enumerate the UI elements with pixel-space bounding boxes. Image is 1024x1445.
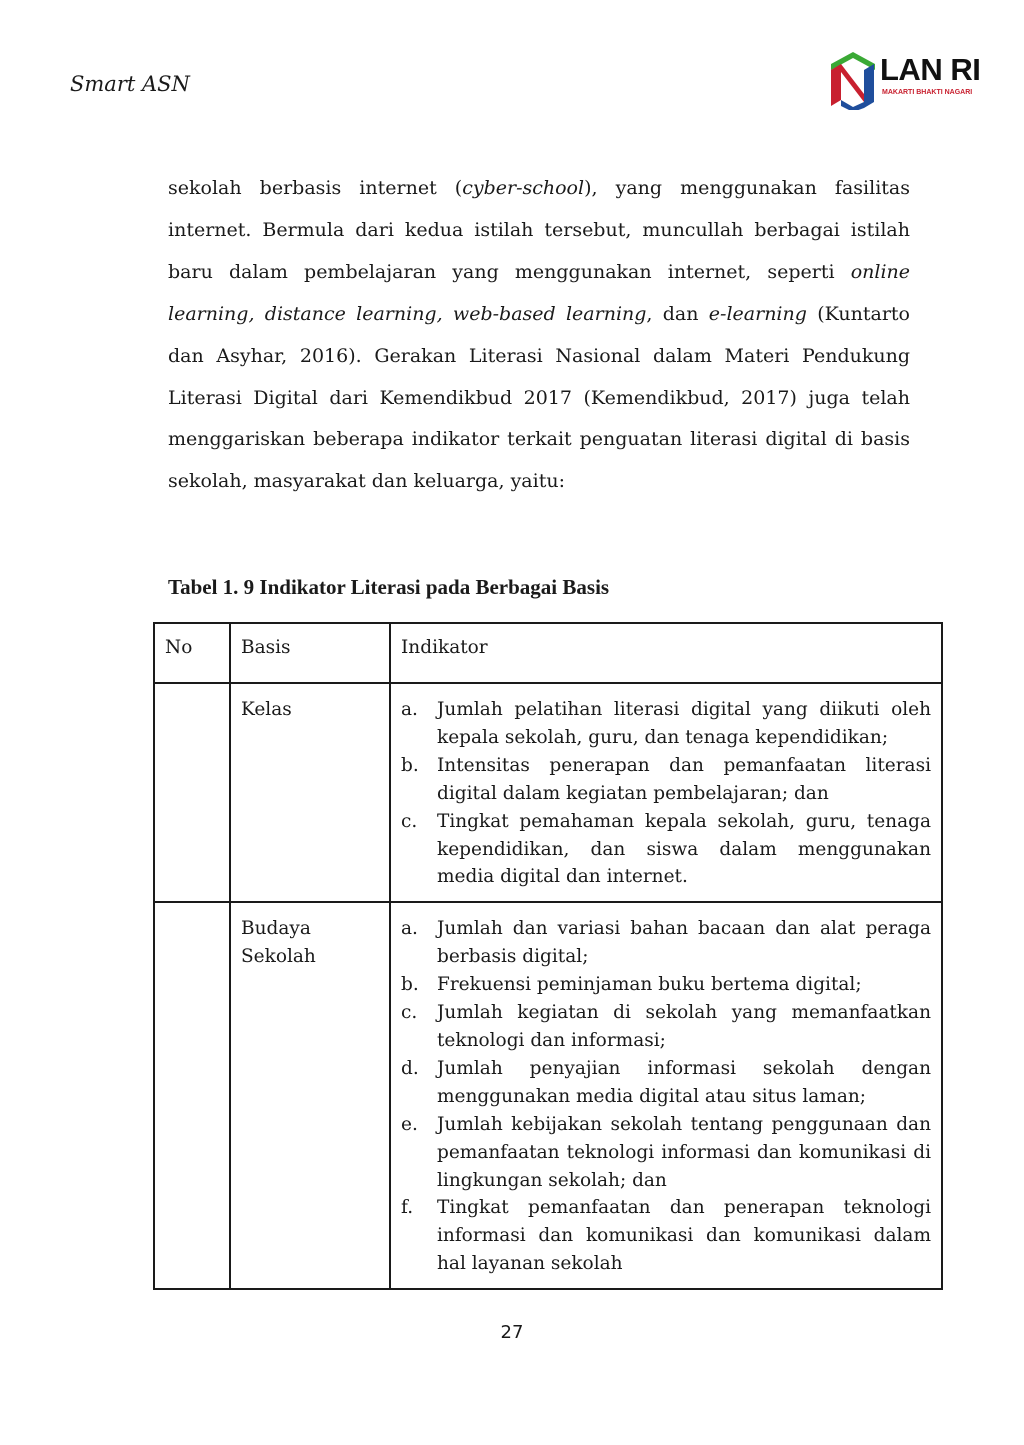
indikator-table	[153, 622, 943, 1290]
list-item-text: Tingkat pemanfaatan dan penerapan teknologi informasi dan komunikasi dan komunikasi dalam hal layanan sekolah	[437, 1197, 931, 1275]
cell-no	[154, 683, 230, 902]
list-marker: a.	[401, 918, 418, 940]
cell-basis: Budaya Sekolah	[230, 902, 390, 1289]
list-item-text: Frekuensi peminjaman buku bertema digital;	[437, 974, 862, 996]
running-header-title: Smart ASN	[70, 72, 190, 96]
list-marker: b.	[401, 754, 419, 776]
table-header-row	[154, 623, 942, 683]
list-marker: e.	[401, 1113, 418, 1135]
lan-ri-logo	[828, 50, 988, 110]
list-item-text: Jumlah pelatihan literasi digital yang diikuti oleh kepala sekolah, guru, dan tenaga kependidikan;	[437, 699, 931, 748]
list-item	[401, 696, 931, 752]
list-item	[401, 971, 931, 999]
cell-indikator	[390, 902, 942, 1289]
paragraph-segment-italic: cyber-school	[462, 177, 585, 199]
list-item-text: Jumlah kebijakan sekolah tentang penggunaan dan pemanfaatan teknologi informasi dan komunikasi di lingkungan sekolah; dan	[437, 1113, 931, 1191]
paragraph-segment: sekolah berbasis internet (	[168, 177, 463, 199]
body-paragraph	[168, 168, 910, 503]
header-no: No	[154, 623, 230, 683]
list-item-text: Jumlah dan variasi bahan bacaan dan alat peraga berbasis digital;	[437, 918, 931, 968]
header-indikator: Indikator	[390, 623, 942, 683]
cell-no	[154, 902, 230, 1289]
indikator-list	[401, 696, 931, 891]
list-marker: f.	[401, 1197, 414, 1219]
list-item	[401, 1194, 931, 1278]
paragraph-segment-italic: e-learning	[708, 302, 807, 325]
list-item-text: Jumlah kegiatan di sekolah yang memanfaatkan teknologi dan informasi;	[437, 1002, 931, 1051]
list-item	[401, 1111, 931, 1195]
logo-text: LAN RI	[880, 52, 981, 87]
cell-indikator	[390, 683, 942, 902]
list-item	[401, 915, 931, 971]
indikator-list	[401, 915, 931, 1278]
list-marker: a.	[401, 699, 418, 720]
lan-ri-logo-mark-icon	[828, 50, 878, 110]
list-item-text: Tingkat pemahaman kepala sekolah, guru, tenaga kependidikan, dan siswa dalam menggunakan media digital dan internet.	[437, 810, 931, 888]
paragraph-segment-italic: online learning, distance learning, web-based learning	[168, 260, 910, 325]
list-marker: d.	[401, 1057, 419, 1079]
list-marker: c.	[401, 810, 418, 832]
logo-tagline: MAKARTI BHAKTI NAGARI	[882, 89, 973, 96]
cell-basis: Kelas	[230, 683, 390, 902]
paragraph-segment: , dan	[646, 302, 709, 325]
list-marker: c.	[401, 1002, 418, 1024]
list-item	[401, 1055, 931, 1111]
page-number: 27	[500, 1322, 524, 1343]
table-row	[154, 683, 942, 902]
list-item	[401, 999, 931, 1055]
header-basis: Basis	[230, 623, 390, 683]
table-caption: Tabel 1. 9 Indikator Literasi pada Berbagai Basis	[168, 575, 610, 599]
table-row	[154, 902, 942, 1289]
list-marker: b.	[401, 974, 419, 996]
list-item-text: Intensitas penerapan dan pemanfaatan literasi digital dalam kegiatan pembelajaran; dan	[437, 754, 931, 804]
list-item	[401, 752, 931, 808]
paragraph-segment: (Kuntarto dan Asyhar, 2016). Gerakan Literasi Nasional dalam Materi Pendukung Literasi Digital dari Kemendikbud 2017 (Kemendikbud, 2017) juga telah menggariskan beberapa indikator terkait penguatan literasi digital di basis sekolah, masyarakat dan keluarga, yaitu:	[168, 302, 910, 493]
list-item-text: Jumlah penyajian informasi sekolah dengan menggunakan media digital atau situs laman;	[437, 1057, 931, 1107]
list-item	[401, 808, 931, 892]
paragraph-segment: ), yang menggunakan fasilitas internet. Bermula dari kedua istilah tersebut, muncullah berbagai istilah baru dalam pembelajaran yang menggunakan internet, seperti	[168, 177, 910, 283]
